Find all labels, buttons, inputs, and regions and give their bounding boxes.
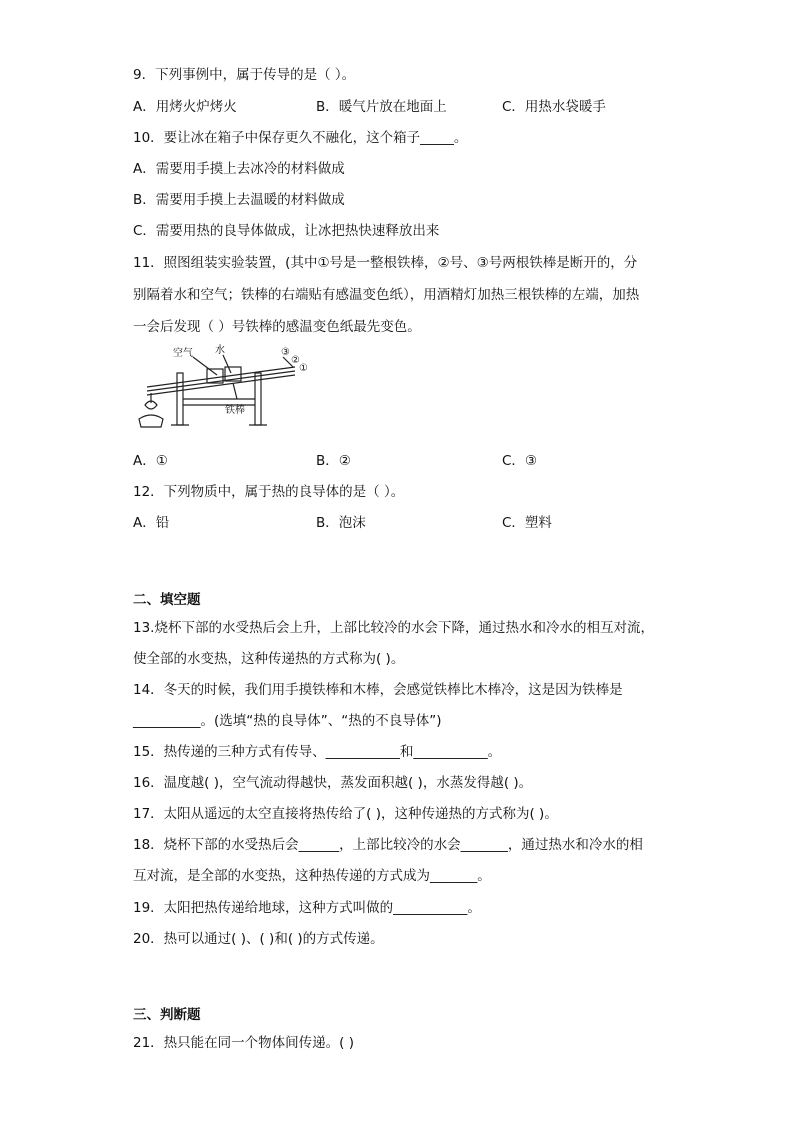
question-18-line-2: 互对流，是全部的水变热，这种热传递的方式成为_______。: [133, 868, 491, 884]
question-13-line-1: 13.烧杯下部的水受热后会上升，上部比较冷的水会下降，通过热水和冷水的相互对流，: [133, 620, 654, 636]
question-13-line-2: 使全部的水变热，这种传递热的方式称为( )。: [133, 651, 405, 667]
question-11-option-a: A．①: [133, 453, 168, 469]
question-11-line-1: 11．照图组装实验装置，(其中①号是一整根铁棒，②号、③号两根铁棒是断开的，分: [133, 255, 638, 271]
question-10-stem: 10．要让冰在箱子中保存更久不融化，这个箱子_____。: [133, 130, 468, 146]
section-2-title: 二、填空题: [133, 592, 201, 608]
question-20: 20．热可以通过( )、( )和( )的方式传递。: [133, 931, 384, 947]
question-9-option-a: A．用烤火炉烤火: [133, 99, 237, 115]
experiment-figure: [133, 343, 313, 433]
question-9-option-c: C．用热水袋暖手: [502, 99, 606, 115]
question-16: 16．温度越( )，空气流动得越快，蒸发面积越( )，水蒸发得越( )。: [133, 775, 533, 791]
question-19: 19．太阳把热传递给地球，这种方式叫做的___________。: [133, 900, 481, 916]
figure-label-air: 空气: [173, 348, 193, 359]
question-12-option-a: A．铅: [133, 515, 170, 531]
question-11-line-3: 一会后发现（ ）号铁棒的感温变色纸最先变色。: [133, 319, 421, 335]
figure-label-2: ②: [291, 355, 300, 366]
question-12-option-b: B．泡沫: [316, 515, 366, 531]
section-3-title: 三、判断题: [133, 1007, 201, 1023]
question-21: 21．热只能在同一个物体间传递。( ): [133, 1035, 355, 1051]
question-9-option-b: B．暖气片放在地面上: [316, 99, 447, 115]
question-10-option-a: A．需要用手摸上去冰冷的材料做成: [133, 161, 345, 177]
question-11-option-c: C．③: [502, 453, 538, 469]
figure-label-water: 水: [215, 345, 225, 356]
question-9-stem: 9．下列事例中，属于传导的是（ ）。: [133, 67, 356, 83]
question-15: 15．热传递的三种方式有传导、___________和___________。: [133, 744, 502, 760]
figure-label-1: ①: [299, 363, 308, 374]
question-10-option-b: B．需要用手摸上去温暖的材料做成: [133, 192, 345, 208]
question-18-line-1: 18．烧杯下部的水受热后会______，上部比较冷的水会_______，通过热水和冷水的相: [133, 837, 643, 853]
figure-label-rod: 铁棒: [225, 405, 245, 416]
question-14-line-1: 14．冬天的时候，我们用手摸铁棒和木棒，会感觉铁棒比木棒冷，这是因为铁棒是: [133, 682, 623, 698]
question-14-line-2: __________。(选填“热的良导体”、“热的不良导体”): [133, 713, 442, 729]
question-12-stem: 12．下列物质中，属于热的良导体的是（ ）。: [133, 484, 405, 500]
question-17: 17．太阳从遥远的太空直接将热传给了( )，这种传递热的方式称为( )。: [133, 806, 558, 822]
question-12-option-c: C．塑料: [502, 515, 552, 531]
figure-label-3: ③: [281, 347, 290, 358]
question-10-option-c: C．需要用热的良导体做成，让冰把热快速释放出来: [133, 223, 440, 239]
question-11-line-2: 别隔着水和空气；铁棒的右端贴有感温变色纸），用酒精灯加热三根铁棒的左端，加热: [133, 287, 640, 303]
question-11-option-b: B．②: [316, 453, 351, 469]
